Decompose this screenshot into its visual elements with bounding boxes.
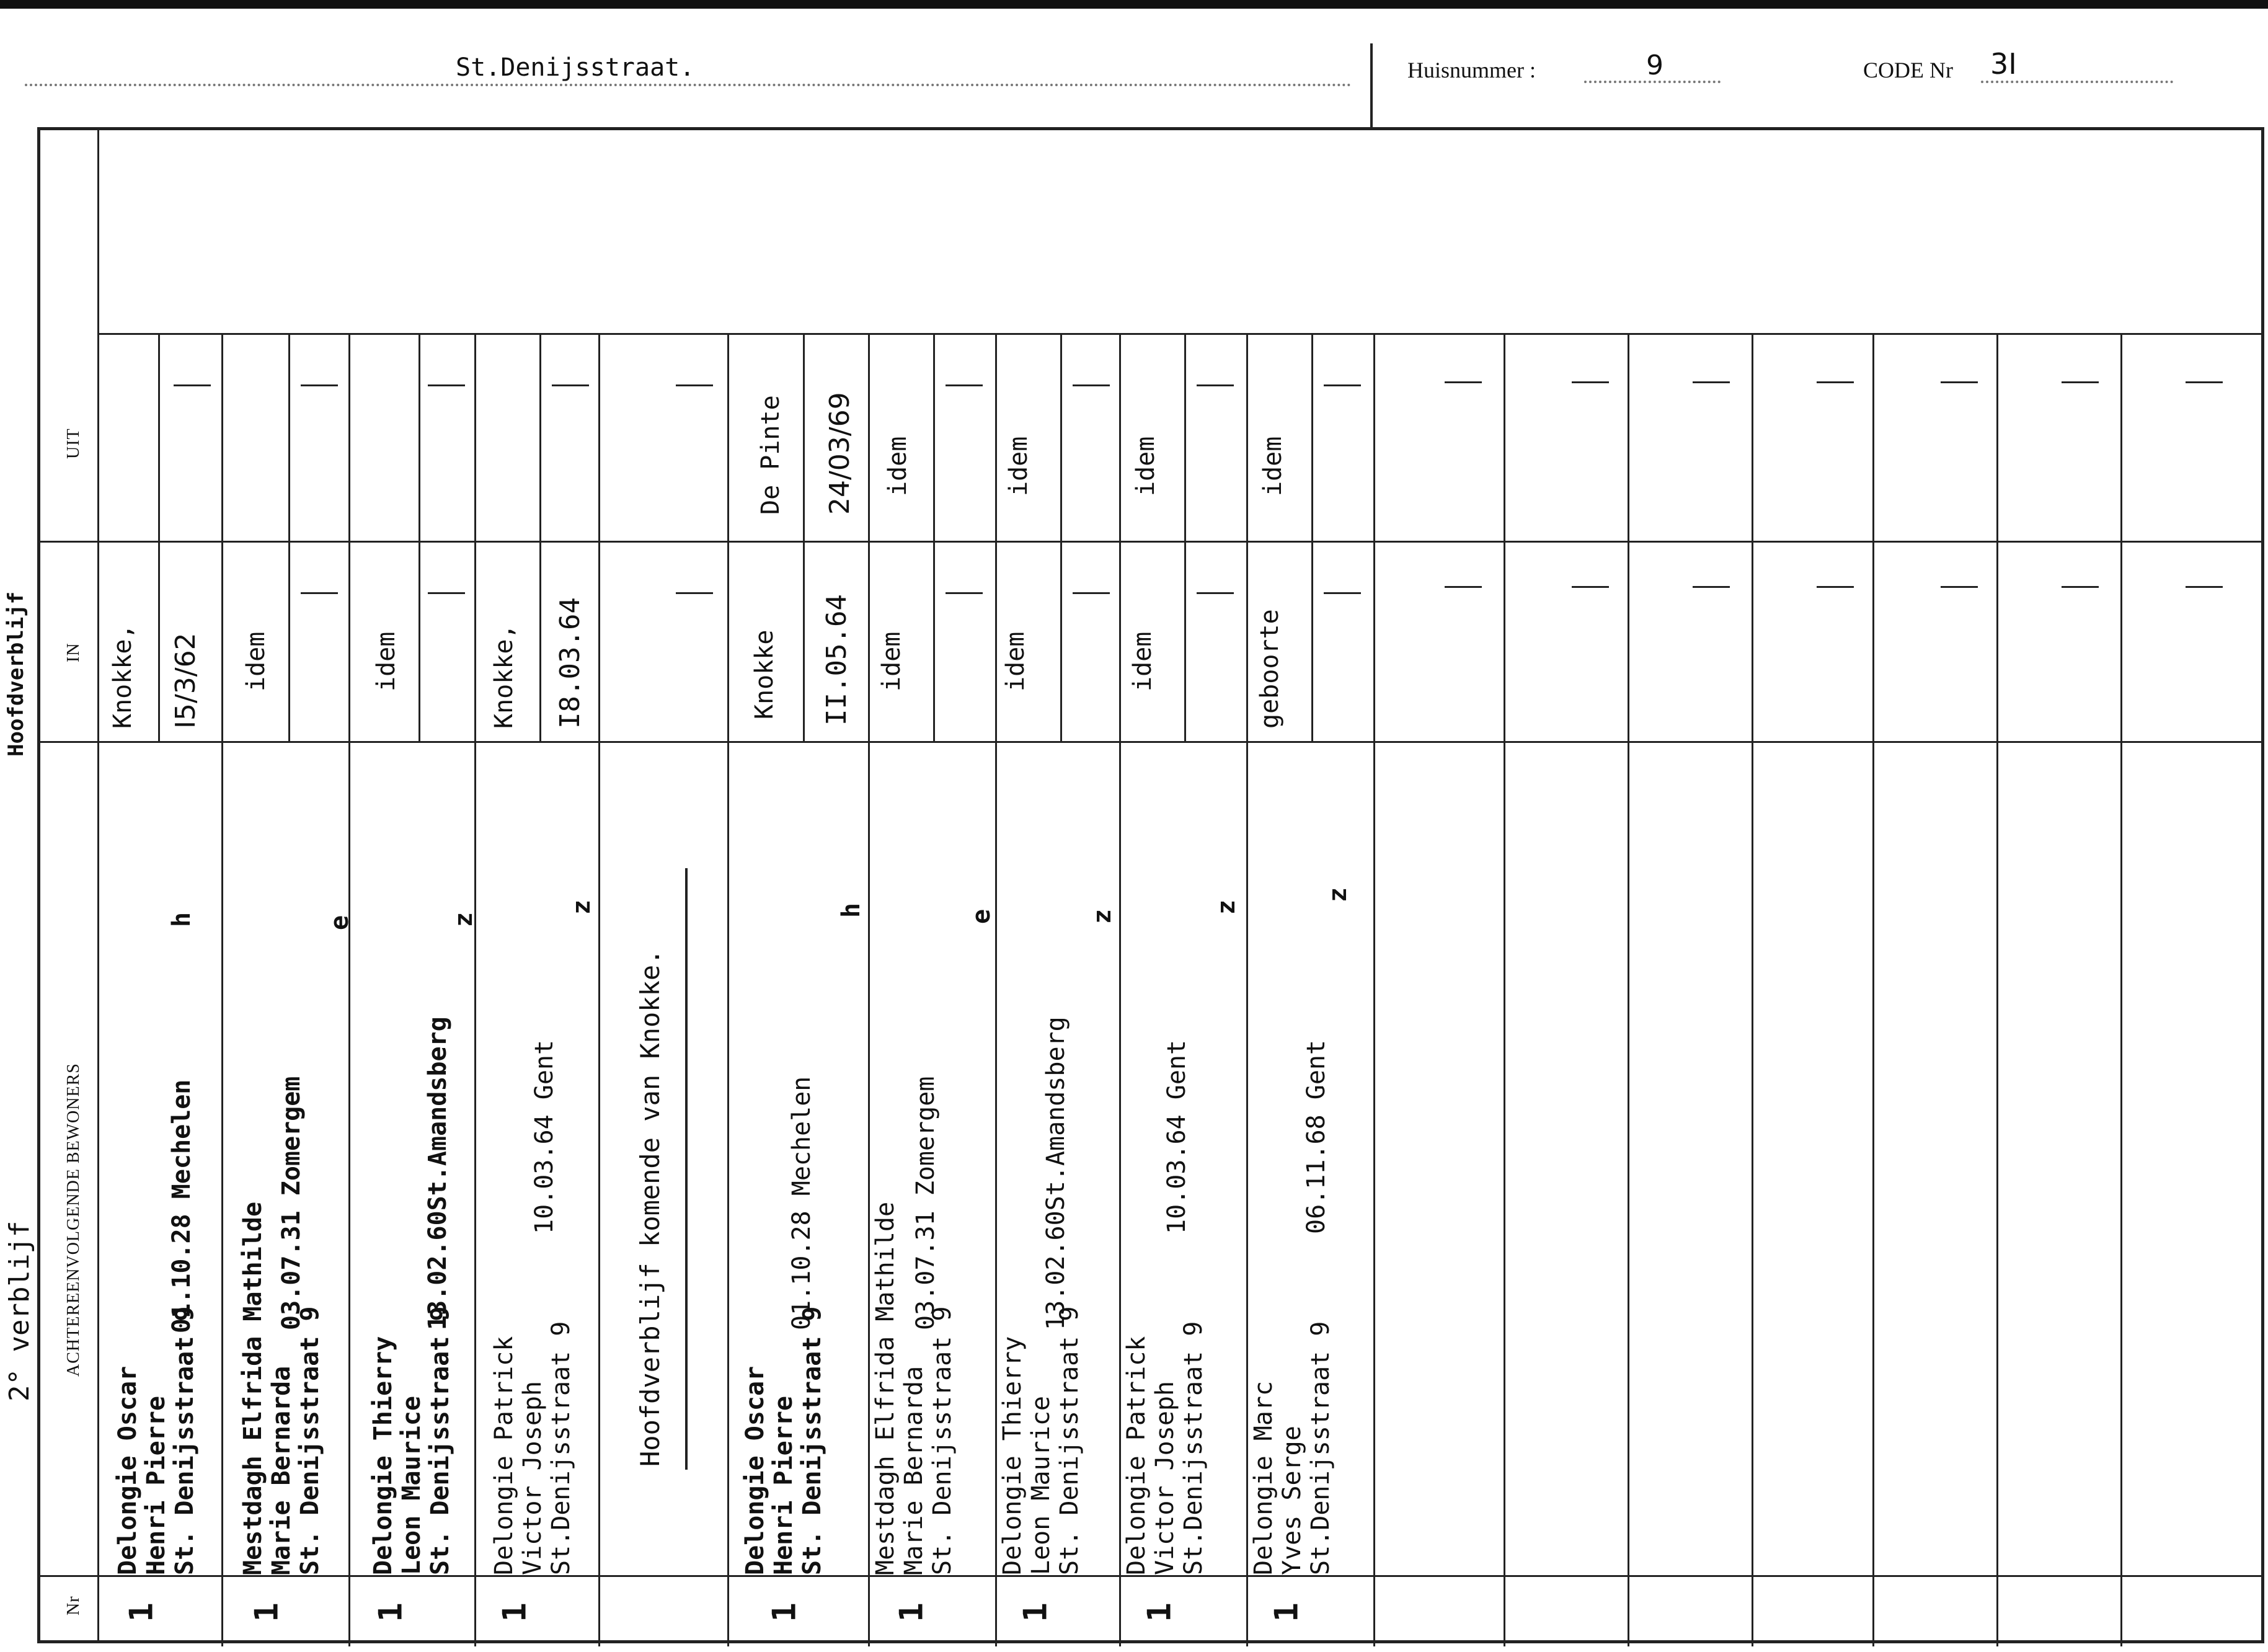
entry-6-birth: 01.10.28 Mechelen — [787, 1076, 816, 1330]
sub-line-g — [1060, 333, 1062, 741]
entry-2-mark: e — [326, 915, 354, 930]
header-uit: UIT — [64, 428, 83, 459]
entry-3-address: St. Denijsstraat 9 — [426, 1306, 454, 1575]
sub-line-b — [288, 333, 290, 741]
col-line-1 — [221, 333, 223, 1646]
col-line-5 — [727, 333, 729, 1646]
entry-2-birth: 03.07.31 Zomergem — [277, 1076, 306, 1330]
entry-3-birth: 13.02.60St.Amandsberg — [423, 1016, 452, 1330]
entry-3-given: Leon Maurice — [397, 1396, 426, 1575]
entry-8-nr: 1 — [1017, 1602, 1055, 1622]
entry-10-nr: 1 — [1268, 1602, 1306, 1622]
empty-col-14-in-dash — [1817, 586, 1854, 588]
col-line-9 — [1246, 333, 1248, 1646]
entry-8-uit-dash — [1073, 384, 1110, 386]
entry-1-in-from: Knokke, — [109, 624, 137, 729]
entry-1-address: St. Denijsstraat 9 — [171, 1306, 199, 1575]
entry-8-in-from: idem — [1001, 631, 1030, 691]
entry-3-in-from: idem — [372, 631, 401, 691]
entry-4-nr: 1 — [496, 1602, 534, 1622]
entry-7-birth: 03.07.31 Zomergem — [911, 1076, 940, 1330]
entry-1-name: Delongie Oscar — [113, 1366, 142, 1575]
code-dotline — [1981, 81, 2173, 83]
rule-top-area — [99, 333, 2264, 335]
entry-6-mark: h — [837, 902, 866, 918]
entry-8-uit-to: idem — [1004, 436, 1033, 496]
hoofdverblijf-heading: Hoofdverblijf komende van Knokke. — [635, 949, 665, 1467]
col-line-13 — [1752, 333, 1753, 1646]
entry-8-address: St. Denijsstraat 9 — [1055, 1306, 1084, 1575]
entry-2-in-dash — [301, 592, 338, 594]
col-line-11 — [1504, 333, 1505, 1646]
entry-4-text — [490, 1321, 575, 1575]
street-dotline — [25, 84, 1352, 86]
entry-9-nr: 1 — [1141, 1602, 1179, 1622]
rule-bewoners-nr — [40, 1575, 2261, 1577]
empty-col-12-uit-dash — [1572, 381, 1609, 383]
entry-9-address: St.Denijsstraat 9 — [1179, 1321, 1208, 1575]
empty-col-13-uit-dash — [1693, 381, 1730, 383]
entry-9-uit-to: idem — [1132, 436, 1160, 496]
entry-7-in-dash — [946, 592, 983, 594]
entry-8-given: Leon Maurice — [1027, 1396, 1055, 1575]
huisnummer-label: Huisnummer : — [1407, 58, 1536, 82]
entry-3-mark: z — [450, 912, 478, 927]
sub-line-f — [933, 333, 935, 741]
entry-1-mark: h — [167, 912, 196, 927]
entry-10-given: Yves Serge — [1278, 1426, 1306, 1575]
entry-8-mark: z — [1088, 908, 1117, 924]
col-line-8 — [1119, 333, 1121, 1646]
empty-col-17-in-dash — [2186, 586, 2223, 588]
empty-col-11-uit-dash — [1445, 381, 1482, 383]
col-line-14 — [1872, 333, 1874, 1646]
entry-10-uit-dash — [1324, 384, 1361, 386]
rule-in-bewoners — [40, 741, 2261, 743]
entry-6-address: St. Denijsstraat 9 — [798, 1306, 826, 1575]
col-line-10 — [1373, 333, 1375, 1646]
empty-col-16-uit-dash — [2062, 381, 2099, 383]
empty-col-14-uit-dash — [1817, 381, 1854, 383]
entry-4-name: Delongie Patrick — [490, 1336, 518, 1575]
entry-6-uit-date: 24/03/69 — [824, 392, 856, 515]
entry-3-name: Delongie Thierry — [369, 1336, 397, 1575]
col-line-6 — [868, 333, 870, 1646]
entry-7-uit-to: idem — [884, 436, 912, 496]
entry-10-birth: 06.11.68 Gent — [1302, 1039, 1331, 1234]
col-line-15 — [1996, 333, 1998, 1646]
entry-10-address: St.Denijsstraat 9 — [1306, 1321, 1335, 1575]
code-value: 3I — [1990, 47, 2017, 81]
empty-col-15-in-dash — [1941, 586, 1978, 588]
entry-10-mark: z — [1324, 887, 1352, 902]
entry-1-nr: 1 — [123, 1602, 161, 1622]
sub-line-h — [1184, 333, 1186, 741]
entry-1-given: Henri Pierre — [142, 1396, 171, 1575]
entry-9-uit-dash — [1197, 384, 1234, 386]
entry-9-mark: z — [1212, 899, 1241, 915]
sub-line-d — [539, 333, 541, 741]
entry-4-given: Victor Joseph — [518, 1380, 547, 1575]
sub-line-i — [1311, 333, 1313, 741]
entry-10-text — [1249, 1321, 1335, 1575]
huisnummer-value: 9 — [1646, 50, 1663, 81]
entry-7-mark: e — [967, 908, 996, 924]
empty-col-12-in-dash — [1572, 586, 1609, 588]
entry-7-in-from: idem — [877, 631, 906, 691]
entry-10-name: Delongie Marc — [1249, 1380, 1278, 1575]
col-line-3 — [474, 333, 476, 1646]
entry-9-name: Delongie Patrick — [1122, 1336, 1151, 1575]
entry-4-mark: z — [567, 899, 596, 915]
sub-line-a — [158, 333, 160, 741]
entry-1-uit-dash — [174, 384, 211, 386]
entry-10-in-dash — [1324, 592, 1361, 594]
entry-6-name: Delongie Oscar — [741, 1366, 769, 1575]
empty-col-16-in-dash — [2062, 586, 2099, 588]
entry-9-given: Victor Joseph — [1151, 1380, 1179, 1575]
entry-4-address: St.Denijsstraat 9 — [547, 1321, 575, 1575]
entry-9-birth: 10.03.64 Gent — [1163, 1039, 1191, 1234]
side-label-verblijf: 2° verblijf — [4, 1220, 35, 1401]
heading-uit-dash — [676, 384, 713, 386]
header-separator — [1370, 43, 1373, 130]
header-in: IN — [64, 642, 83, 662]
empty-col-17-uit-dash — [2186, 381, 2223, 383]
top-border — [0, 0, 2268, 9]
entry-7-address: St. Denijsstraat 9 — [928, 1306, 957, 1575]
entry-3-text — [369, 1307, 454, 1575]
empty-col-13-in-dash — [1693, 586, 1730, 588]
entry-9-text — [1122, 1321, 1208, 1575]
entry-2-given: Marie Bernarda — [267, 1366, 296, 1575]
heading-underline — [685, 868, 688, 1470]
entry-10-in-from: geboorte — [1256, 609, 1284, 729]
entry-7-nr: 1 — [893, 1602, 931, 1622]
sub-line-e — [803, 333, 805, 741]
entry-2-nr: 1 — [248, 1602, 286, 1622]
entry-6-nr: 1 — [766, 1602, 804, 1622]
entry-6-in-date: II.05.64 — [821, 594, 853, 726]
entry-2-uit-dash — [301, 384, 338, 386]
entry-6-in-from: Knokke — [750, 629, 779, 719]
entry-3-in-dash — [428, 592, 465, 594]
entry-4-uit-dash — [552, 384, 589, 386]
entry-8-birth: 13.02.60St.Amandsberg — [1042, 1016, 1070, 1330]
entry-2-in-from: idem — [242, 631, 270, 691]
entry-9-in-from: idem — [1128, 631, 1157, 691]
entry-2-name: Mestdagh Elfrida Mathilde — [239, 1201, 267, 1575]
entry-3-nr: 1 — [372, 1602, 410, 1622]
entry-7-name: Mestdagh Elfrida Mathilde — [871, 1201, 900, 1575]
entry-6-text — [741, 1307, 826, 1575]
entry-8-text — [998, 1307, 1084, 1575]
rule-uit-in — [40, 541, 2261, 543]
entry-4-in-from: Knokke, — [490, 624, 518, 729]
header-nr: Nr — [64, 1596, 83, 1615]
entry-4-birth: 10.03.64 Gent — [530, 1039, 559, 1234]
empty-col-11-in-dash — [1445, 586, 1482, 588]
col-line-4 — [598, 333, 600, 1646]
entry-9-in-dash — [1197, 592, 1234, 594]
entry-1-birth: 01.10.28 Mechelen — [167, 1079, 196, 1333]
sub-line-c — [419, 333, 420, 741]
col-line-2 — [348, 333, 350, 1646]
entry-2-address: St. Denijsstraat 9 — [296, 1306, 324, 1575]
code-label: CODE Nr — [1863, 58, 1953, 82]
entry-6-uit-to: De Pinte — [756, 395, 785, 515]
entry-1-text — [113, 1307, 199, 1575]
entry-8-in-dash — [1073, 592, 1110, 594]
col-line-12 — [1628, 333, 1629, 1646]
rule-header-column — [97, 130, 99, 1640]
entry-7-uit-dash — [946, 384, 983, 386]
entry-3-uit-dash — [428, 384, 465, 386]
side-label-hoofdverblijf: Hoofdverblijf — [4, 591, 29, 757]
entry-10-uit-to: idem — [1259, 436, 1287, 496]
header-bewoners: ACHTEREENVOLGENDE BEWONERS — [64, 1063, 83, 1377]
entry-1-in-date: I5/3/62 — [170, 633, 202, 729]
entry-6-given: Henri Pierre — [769, 1396, 798, 1575]
street-name: St.Denijsstraat. — [456, 53, 695, 82]
huisnummer-dotline — [1584, 81, 1721, 83]
heading-in-dash — [676, 592, 713, 594]
col-line-7 — [995, 333, 997, 1646]
entry-7-given: Marie Bernarda — [900, 1366, 928, 1575]
entry-4-in-date: I8.03.64 — [554, 597, 586, 729]
col-line-16 — [2120, 333, 2122, 1646]
entry-8-name: Delongie Thierry — [998, 1336, 1027, 1575]
register-form — [37, 127, 2264, 1643]
empty-col-15-uit-dash — [1941, 381, 1978, 383]
